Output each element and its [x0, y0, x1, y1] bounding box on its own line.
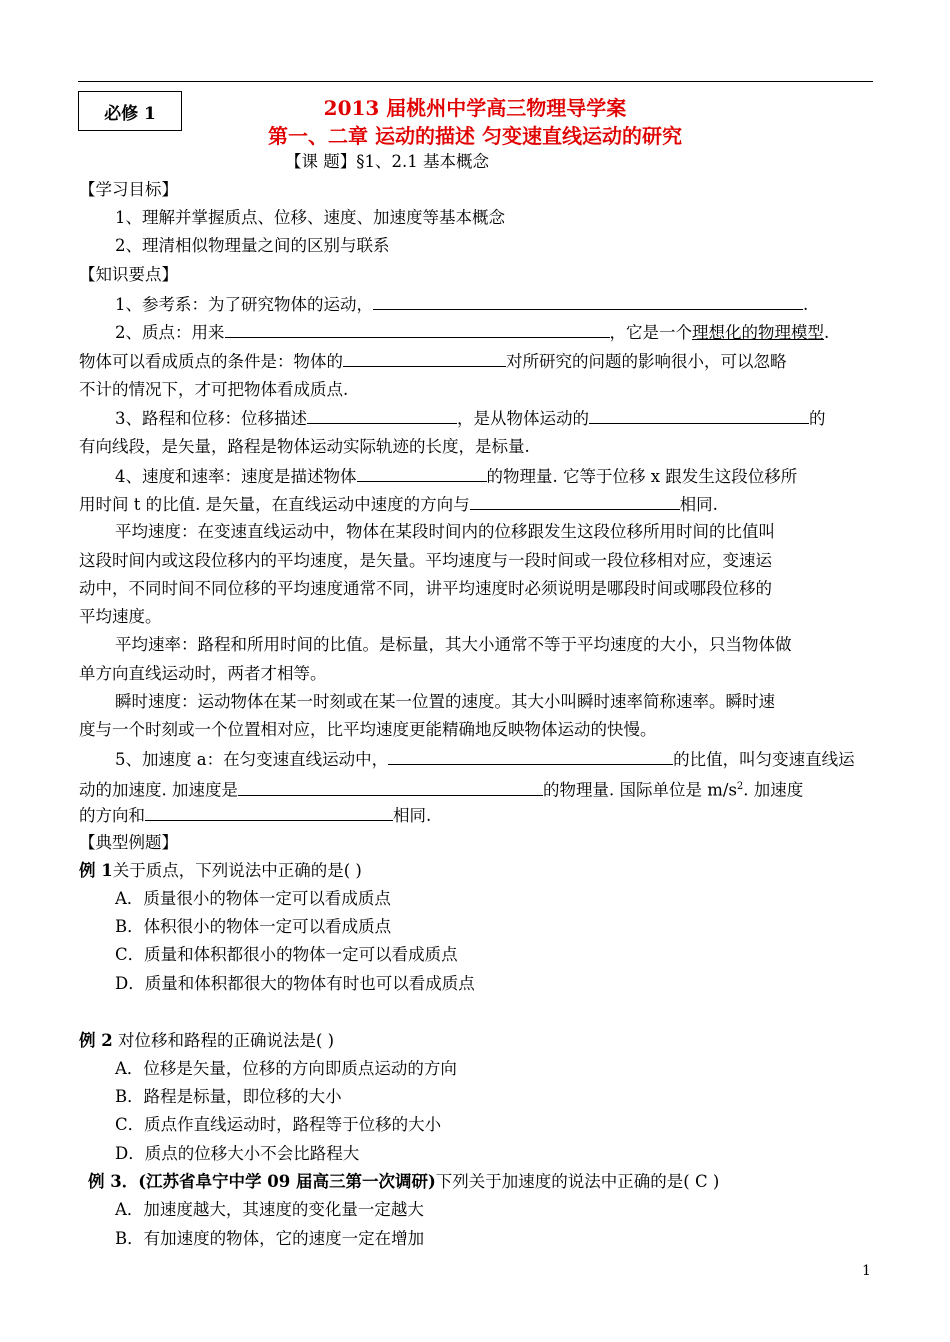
doc-subtitle: 第一、二章 运动的描述 匀变速直线运动的研究	[268, 124, 682, 148]
fill-blank[interactable]	[343, 349, 506, 367]
goal-item-2: 2、理清相似物理量之间的区别与联系	[115, 236, 390, 255]
point-2-end: 不计的情况下，才可把物体看成质点.	[79, 380, 349, 399]
avg-velocity-3: 动中，不同时间不同位移的平均速度通常不同，讲平均速度时必须说明是哪段时间或哪段位移的	[79, 579, 772, 598]
avg-velocity-2: 这段时间内或这段位移内的平均速度，是矢量。平均速度与一段时间或一段位移相对应，变速运	[79, 551, 772, 570]
point-5: 5、加速度 a：在匀变速直线运动中， 的比值，叫匀变速直线运	[115, 747, 855, 772]
point-3: 3、路程和位移：位移描述 ，是从物体运动的 的	[115, 406, 826, 431]
example-2-option-d[interactable]: D．质点的位移大小不会比路程大	[115, 1144, 360, 1163]
avg-velocity-4: 平均速度。	[79, 607, 162, 626]
fill-blank[interactable]	[388, 747, 673, 765]
example-1-option-b[interactable]: B．体积很小的物体一定可以看成质点	[115, 917, 392, 936]
example-3-question: 例 3．(江苏省阜宁中学 09 届高三第一次调研)下列关于加速度的说法中正确的是( C )	[88, 1172, 720, 1191]
example-3-option-a[interactable]: A．加速度越大，其速度的变化量一定越大	[115, 1200, 424, 1219]
inst-velocity-2: 度与一个时刻或一个位置相对应，比平均速度更能精确地反映物体运动的快慢。	[79, 720, 657, 739]
top-rule	[78, 81, 873, 82]
points-heading: 【知识要点】	[79, 265, 178, 284]
point-2-cont: 物体可以看成质点的条件是：物体的 对所研究的问题的影响很小，可以忽略	[79, 349, 787, 374]
point-4: 4、速度和速率：速度是描述物体 的物理量. 它等于位移 x 跟发生这段位移所	[115, 464, 797, 489]
example-1-option-a[interactable]: A．质量很小的物体一定可以看成质点	[115, 889, 391, 908]
doc-title: 2013 届桃州中学高三物理导学案	[323, 96, 627, 120]
fill-blank[interactable]	[589, 406, 809, 424]
fill-blank[interactable]	[238, 778, 543, 796]
fill-blank[interactable]	[145, 803, 393, 821]
topic-line: 【课 题】§1、2.1 基本概念	[285, 152, 489, 171]
page-number: 1	[862, 1263, 871, 1279]
fill-blank[interactable]	[357, 464, 487, 482]
avg-velocity-1: 平均速度：在变速直线运动中，物体在某段时间内的位移跟发生这段位移所用时间的比值叫	[115, 522, 775, 541]
examples-heading: 【典型例题】	[79, 833, 178, 852]
avg-speed-2: 单方向直线运动时，两者才相等。	[79, 664, 327, 683]
example-2-option-b[interactable]: B．路程是标量，即位移的大小	[115, 1087, 342, 1106]
point-2: 2、质点：用来 ，它是一个理想化的物理模型.	[115, 320, 829, 345]
example-2-option-c[interactable]: C．质点作直线运动时，路程等于位移的大小	[115, 1115, 442, 1134]
example-3-option-b[interactable]: B．有加速度的物体，它的速度一定在增加	[115, 1229, 425, 1248]
example-2-option-a[interactable]: A．位移是矢量，位移的方向即质点运动的方向	[115, 1059, 457, 1078]
example-1-question: 例 1关于质点，下列说法中正确的是( )	[79, 861, 362, 880]
example-1-option-c[interactable]: C．质量和体积都很小的物体一定可以看成质点	[115, 945, 458, 964]
point-4-cont: 用时间 t 的比值. 是矢量，在直线运动中速度的方向与 相同.	[79, 492, 718, 517]
inst-velocity-1: 瞬时速度：运动物体在某一时刻或在某一位置的速度。其大小叫瞬时速率简称速率。瞬时速	[115, 692, 775, 711]
goals-heading: 【学习目标】	[79, 180, 178, 199]
point-5-end: 的方向和 相同.	[79, 803, 431, 828]
example-1-option-d[interactable]: D．质量和体积都很大的物体有时也可以看成质点	[115, 974, 475, 993]
point-1: 1、参考系：为了研究物体的运动， .	[115, 292, 808, 317]
point-3-cont: 有向线段，是矢量，路程是物体运动实际轨迹的长度，是标量.	[79, 437, 530, 456]
example-2-question: 例 2 对位移和路程的正确说法是( )	[79, 1031, 335, 1050]
fill-blank[interactable]	[225, 320, 610, 338]
goal-item-1: 1、理解并掌握质点、位移、速度、加速度等基本概念	[115, 208, 505, 227]
avg-speed-1: 平均速率：路程和所用时间的比值。是标量，其大小通常不等于平均速度的大小，只当物体做	[115, 635, 792, 654]
fill-blank[interactable]	[470, 492, 680, 510]
fill-blank[interactable]	[373, 292, 803, 310]
fill-blank[interactable]	[307, 406, 457, 424]
tag-box: 必修 1	[78, 91, 182, 131]
point-5-cont: 动的加速度. 加速度是 的物理量. 国际单位是 $m/s^2$. 加速度	[79, 775, 803, 803]
